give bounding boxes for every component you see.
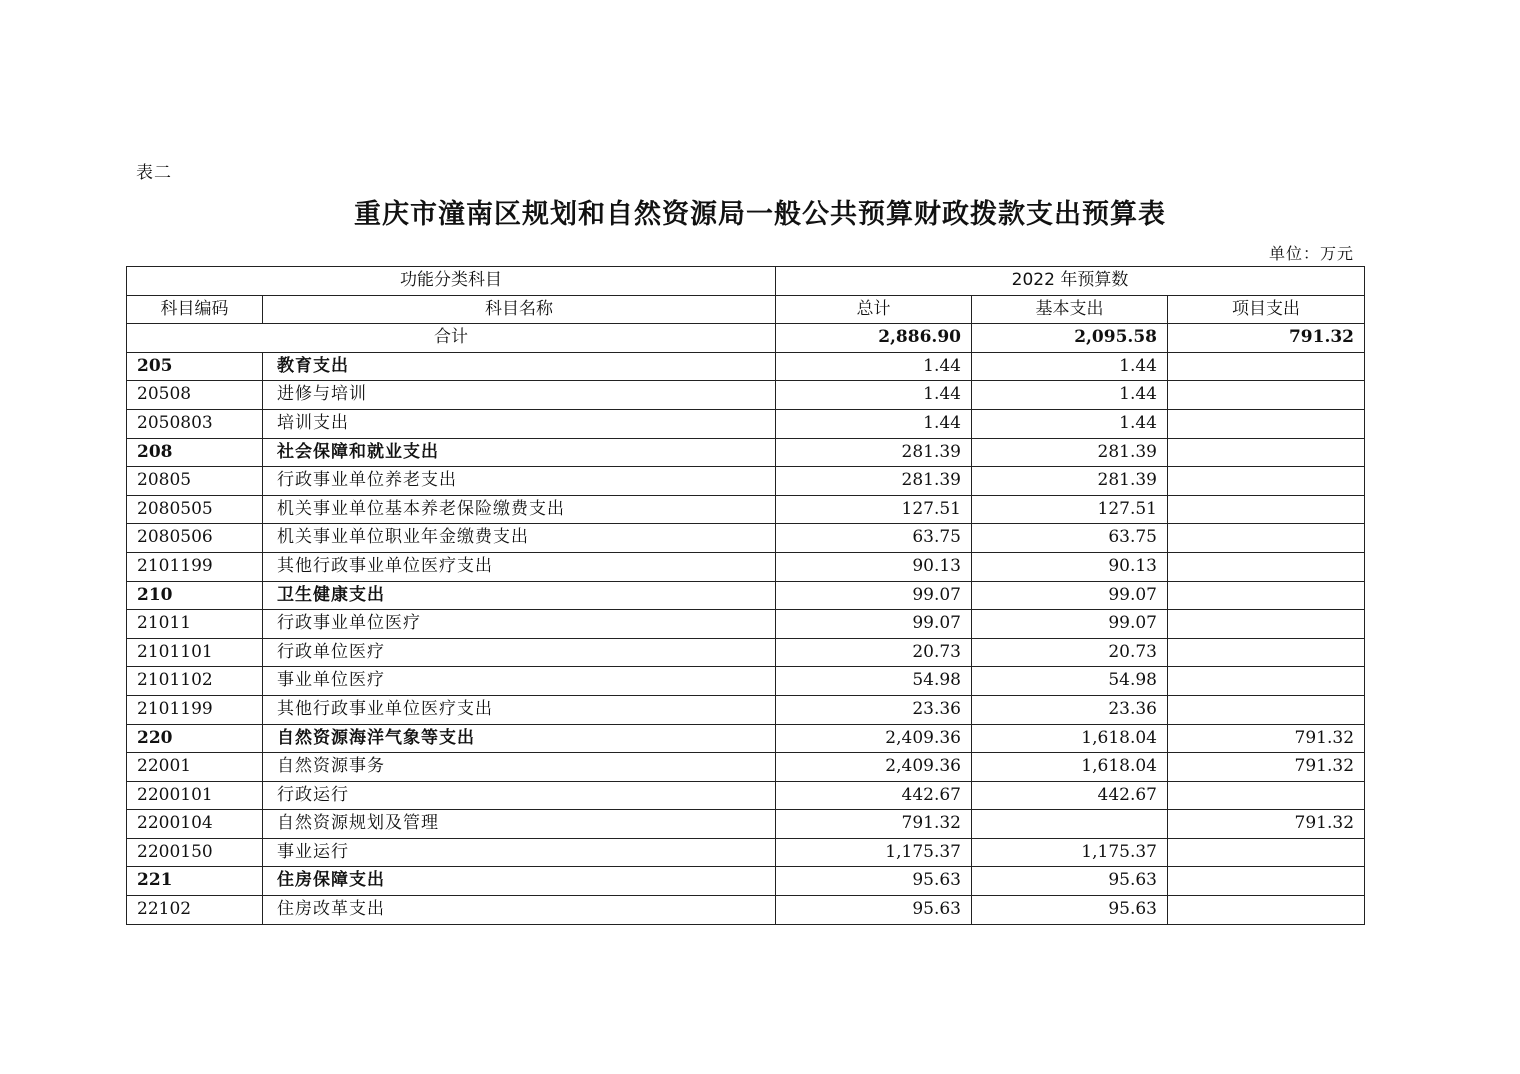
row-name: 教育支出 <box>263 352 776 381</box>
code-column-header: 科目编码 <box>127 295 263 324</box>
row-total: 20.73 <box>776 638 972 667</box>
row-code: 20508 <box>127 381 263 410</box>
table-row <box>127 753 1365 782</box>
basic-column-header: 基本支出 <box>972 295 1168 324</box>
table-row <box>127 581 1365 610</box>
row-basic: 23.36 <box>972 695 1168 724</box>
row-total: 1.44 <box>776 409 972 438</box>
row-name: 自然资源规划及管理 <box>263 810 776 839</box>
row-name: 机关事业单位职业年金缴费支出 <box>263 524 776 553</box>
row-total: 90.13 <box>776 552 972 581</box>
column-header-row <box>127 295 1365 324</box>
row-basic: 1.44 <box>972 409 1168 438</box>
row-name: 事业运行 <box>263 838 776 867</box>
row-project <box>1168 409 1365 438</box>
table-row <box>127 810 1365 839</box>
row-basic: 281.39 <box>972 467 1168 496</box>
row-basic: 90.13 <box>972 552 1168 581</box>
table-row <box>127 495 1365 524</box>
name-column-header: 科目名称 <box>263 295 776 324</box>
row-code: 20805 <box>127 467 263 496</box>
row-name: 其他行政事业单位医疗支出 <box>263 695 776 724</box>
row-basic: 99.07 <box>972 581 1168 610</box>
row-code: 2200101 <box>127 781 263 810</box>
row-project <box>1168 610 1365 639</box>
row-total: 2,409.36 <box>776 724 972 753</box>
table-row <box>127 638 1365 667</box>
row-basic: 1,618.04 <box>972 724 1168 753</box>
row-name: 自然资源海洋气象等支出 <box>263 724 776 753</box>
table-row <box>127 352 1365 381</box>
row-project <box>1168 552 1365 581</box>
row-code: 2080505 <box>127 495 263 524</box>
project-column-header: 项目支出 <box>1168 295 1365 324</box>
table-label: 表二 <box>136 163 172 183</box>
row-basic: 20.73 <box>972 638 1168 667</box>
row-basic: 442.67 <box>972 781 1168 810</box>
row-total: 127.51 <box>776 495 972 524</box>
unit-label: 单位：万元 <box>1268 244 1354 263</box>
total-row-basic: 2,095.58 <box>972 324 1168 353</box>
table-row <box>127 724 1365 753</box>
table-row <box>127 524 1365 553</box>
row-code: 221 <box>127 867 263 896</box>
group-header-row <box>127 267 1365 296</box>
row-name: 自然资源事务 <box>263 753 776 782</box>
row-name: 行政事业单位养老支出 <box>263 467 776 496</box>
row-total: 281.39 <box>776 467 972 496</box>
row-project <box>1168 581 1365 610</box>
table-row <box>127 409 1365 438</box>
row-code: 22001 <box>127 753 263 782</box>
row-name: 卫生健康支出 <box>263 581 776 610</box>
row-name: 行政运行 <box>263 781 776 810</box>
row-name: 行政单位医疗 <box>263 638 776 667</box>
row-basic: 95.63 <box>972 867 1168 896</box>
page-title: 重庆市潼南区规划和自然资源局一般公共预算财政拨款支出预算表 <box>354 199 1166 230</box>
total-row <box>127 324 1365 353</box>
row-basic: 281.39 <box>972 438 1168 467</box>
row-name: 住房保障支出 <box>263 867 776 896</box>
row-project <box>1168 495 1365 524</box>
row-total: 63.75 <box>776 524 972 553</box>
row-basic: 95.63 <box>972 896 1168 925</box>
row-total: 99.07 <box>776 581 972 610</box>
row-project <box>1168 867 1365 896</box>
row-project <box>1168 438 1365 467</box>
budget-table <box>126 266 1365 925</box>
row-basic: 63.75 <box>972 524 1168 553</box>
row-total: 281.39 <box>776 438 972 467</box>
row-project <box>1168 896 1365 925</box>
row-code: 2050803 <box>127 409 263 438</box>
row-name: 事业单位医疗 <box>263 667 776 696</box>
row-code: 2101102 <box>127 667 263 696</box>
row-project <box>1168 467 1365 496</box>
row-total: 1,175.37 <box>776 838 972 867</box>
row-total: 23.36 <box>776 695 972 724</box>
total-row-project: 791.32 <box>1168 324 1365 353</box>
table-row <box>127 467 1365 496</box>
row-code: 210 <box>127 581 263 610</box>
row-name: 其他行政事业单位医疗支出 <box>263 552 776 581</box>
row-basic: 1,175.37 <box>972 838 1168 867</box>
row-name: 社会保障和就业支出 <box>263 438 776 467</box>
row-total: 2,409.36 <box>776 753 972 782</box>
row-project <box>1168 638 1365 667</box>
row-name: 住房改革支出 <box>263 896 776 925</box>
row-name: 机关事业单位基本养老保险缴费支出 <box>263 495 776 524</box>
table-row <box>127 552 1365 581</box>
row-project <box>1168 667 1365 696</box>
table-row <box>127 667 1365 696</box>
row-total: 791.32 <box>776 810 972 839</box>
row-name: 培训支出 <box>263 409 776 438</box>
row-total: 54.98 <box>776 667 972 696</box>
row-code: 2101199 <box>127 695 263 724</box>
row-basic <box>972 810 1168 839</box>
row-project <box>1168 524 1365 553</box>
table-row <box>127 695 1365 724</box>
row-basic: 1.44 <box>972 352 1168 381</box>
total-row-label: 合计 <box>127 324 776 353</box>
row-project: 791.32 <box>1168 810 1365 839</box>
row-basic: 127.51 <box>972 495 1168 524</box>
row-total: 95.63 <box>776 867 972 896</box>
total-row-total: 2,886.90 <box>776 324 972 353</box>
row-project: 791.32 <box>1168 753 1365 782</box>
row-total: 95.63 <box>776 896 972 925</box>
row-code: 2200104 <box>127 810 263 839</box>
row-code: 220 <box>127 724 263 753</box>
row-basic: 1,618.04 <box>972 753 1168 782</box>
table-row <box>127 438 1365 467</box>
row-project <box>1168 838 1365 867</box>
row-code: 2101101 <box>127 638 263 667</box>
row-project <box>1168 381 1365 410</box>
row-code: 2101199 <box>127 552 263 581</box>
table-row <box>127 610 1365 639</box>
row-name: 进修与培训 <box>263 381 776 410</box>
function-category-header: 功能分类科目 <box>127 267 776 296</box>
table-row <box>127 381 1365 410</box>
table-row <box>127 838 1365 867</box>
row-total: 1.44 <box>776 352 972 381</box>
table-row <box>127 867 1365 896</box>
table-body <box>127 352 1365 924</box>
row-name: 行政事业单位医疗 <box>263 610 776 639</box>
row-code: 2080506 <box>127 524 263 553</box>
row-code: 21011 <box>127 610 263 639</box>
row-total: 442.67 <box>776 781 972 810</box>
row-project <box>1168 781 1365 810</box>
table-row <box>127 896 1365 925</box>
table-row <box>127 781 1365 810</box>
row-project <box>1168 695 1365 724</box>
row-code: 22102 <box>127 896 263 925</box>
row-code: 2200150 <box>127 838 263 867</box>
row-code: 208 <box>127 438 263 467</box>
budget-year-header: 2022 年预算数 <box>776 267 1365 296</box>
row-total: 99.07 <box>776 610 972 639</box>
row-basic: 1.44 <box>972 381 1168 410</box>
row-project <box>1168 352 1365 381</box>
row-project: 791.32 <box>1168 724 1365 753</box>
row-basic: 54.98 <box>972 667 1168 696</box>
row-code: 205 <box>127 352 263 381</box>
row-basic: 99.07 <box>972 610 1168 639</box>
row-total: 1.44 <box>776 381 972 410</box>
total-column-header: 总计 <box>776 295 972 324</box>
